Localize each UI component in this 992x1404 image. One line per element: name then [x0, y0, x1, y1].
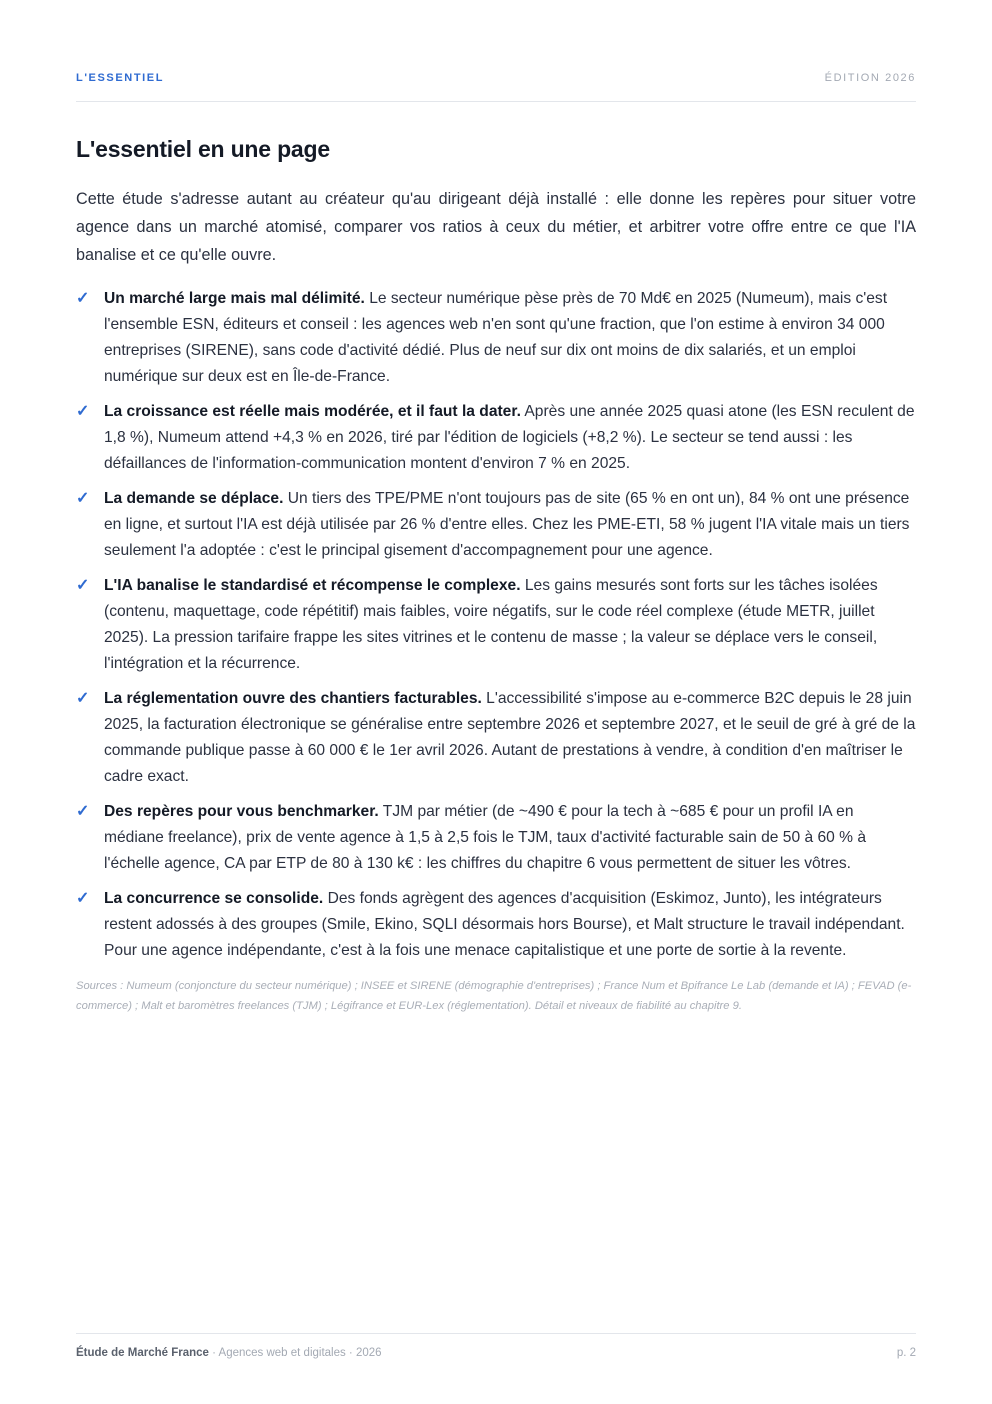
intro-paragraph: Cette étude s'adresse autant au créateur qu'au dirigeant déjà installé : elle donne les repères pour situer votre agence dans un marché atomisé, comparer vos ratios à ceux du métier, et arbitrer votre offre entre ce que l'IA banalise et ce qu'elle ouvre.: [76, 190, 916, 264]
key-point-lead: Des repères pour vous benchmarker.: [104, 803, 379, 820]
check-icon: ✓: [76, 290, 90, 307]
sources-note: Sources : Numeum (conjoncture du secteur numérique) ; INSEE et SIRENE (démographie d'entreprises) ; France Num et Bpifrance Le Lab (demande et IA) ; FEVAD (e-commerce) ; Malt et baromètres freelances (TJM) ; Légifrance et EUR-Lex (réglementation). Détail et niveaux de fiabilité au chapitre 9.: [76, 980, 912, 1012]
check-icon: ✓: [76, 490, 90, 507]
page-header: [76, 70, 916, 102]
key-point: [76, 886, 916, 964]
key-point: [76, 686, 916, 790]
key-point: [76, 399, 916, 477]
key-point-text: Les gains mesurés sont forts sur les tâches isolées (contenu, maquettage, code répétitif) mais faibles, voire négatifs, sur le code réel complexe (étude METR, juillet 2025). La pression tarifaire frappe les sites vitrines et le contenu de masse ; la valeur se déplace vers le conseil, l'intégration et la récurrence.: [104, 577, 878, 672]
key-point-text: Des fonds agrègent des agences d'acquisition (Eskimoz, Junto), les intégrateurs restent adossés à des groupes (Smile, Ekino, SQLI désormais hors Bourse), et Malt structure le travail indépendant. Pour une agence indépendante, c'est à la fois une menace capitalistique et une porte de sortie à la revente.: [104, 890, 905, 959]
key-point-text: Un tiers des TPE/PME n'ont toujours pas de site (65 % en ont un), 84 % ont une présence en ligne, et surtout l'IA est déjà utilisée par 26 % d'entre elles. Chez les PME-ETI, 58 % jugent l'IA vitale mais un tiers seulement l'a adoptée : c'est le principal gisement d'accompagnement pour une agence.: [104, 490, 910, 559]
key-points-list: [76, 286, 916, 964]
key-point-text: Le secteur numérique pèse près de 70 Md€ en 2025 (Numeum), mais c'est l'ensemble ESN, éditeurs et conseil : les agences web n'en sont qu'une fraction, que l'on estime à environ 34 000 entreprises (SIRENE), sans code d'activité dédié. Plus de neuf sur dix ont moins de dix salariés, et un emploi numérique sur deux est en Île-de-France.: [104, 290, 888, 385]
check-icon: ✓: [76, 690, 90, 707]
key-point: [76, 799, 916, 877]
key-point-text: Après une année 2025 quasi atone (les ESN reculent de 1,8 %), Numeum attend +4,3 % en 2026, tiré par l'édition de logiciels (+8,2 %). Le secteur se tend aussi : les défaillances de l'information-communication montent d'environ 7 % en 2025.: [104, 403, 915, 472]
key-point-lead: La croissance est réelle mais modérée, et il faut la dater.: [104, 403, 521, 420]
page-number: p. 2: [896, 1347, 916, 1359]
footer-title: Étude de Marché France: [76, 1347, 209, 1359]
key-point-lead: La demande se déplace.: [104, 490, 284, 507]
key-point-lead: La réglementation ouvre des chantiers facturables.: [104, 690, 482, 707]
check-icon: ✓: [76, 403, 90, 420]
check-icon: ✓: [76, 803, 90, 820]
key-point-text: TJM par métier (de ~490 € pour la tech à ~685 € pour un profil IA en médiane freelance), prix de vente agence à 1,5 à 2,5 fois le TJM, taux d'activité facturable sain de 50 à 60 % à l'échelle agence, CA par ETP de 80 à 130 k€ : les chiffres du chapitre 6 vous permettent de situer les vôtres.: [104, 803, 867, 872]
footer-credits: [76, 1347, 382, 1359]
key-point-lead: L'IA banalise le standardisé et récompense le complexe.: [104, 577, 521, 594]
key-point-lead: Un marché large mais mal délimité.: [104, 290, 365, 307]
page-footer: [76, 1333, 916, 1359]
key-point: [76, 573, 916, 677]
page-title: L'essentiel en une page: [76, 136, 330, 162]
edition-label: ÉDITION 2026: [824, 72, 916, 84]
main-content: [76, 136, 916, 1016]
check-icon: ✓: [76, 890, 90, 907]
key-point-lead: La concurrence se consolide.: [104, 890, 324, 907]
footer-subtitle: · Agences web et digitales · 2026: [208, 1347, 382, 1359]
check-icon: ✓: [76, 577, 90, 594]
key-point: [76, 286, 916, 390]
key-point-text: L'accessibilité s'impose au e-commerce B2C depuis le 28 juin 2025, la facturation électronique se généralise entre septembre 2026 et septembre 2027, et le seuil de gré à gré de la commande publique passe à 60 000 € le 1er avril 2026. Autant de prestations à vendre, à condition d'en maîtriser le cadre exact.: [104, 690, 916, 785]
key-point: [76, 486, 916, 564]
section-label: L'ESSENTIEL: [76, 72, 165, 84]
